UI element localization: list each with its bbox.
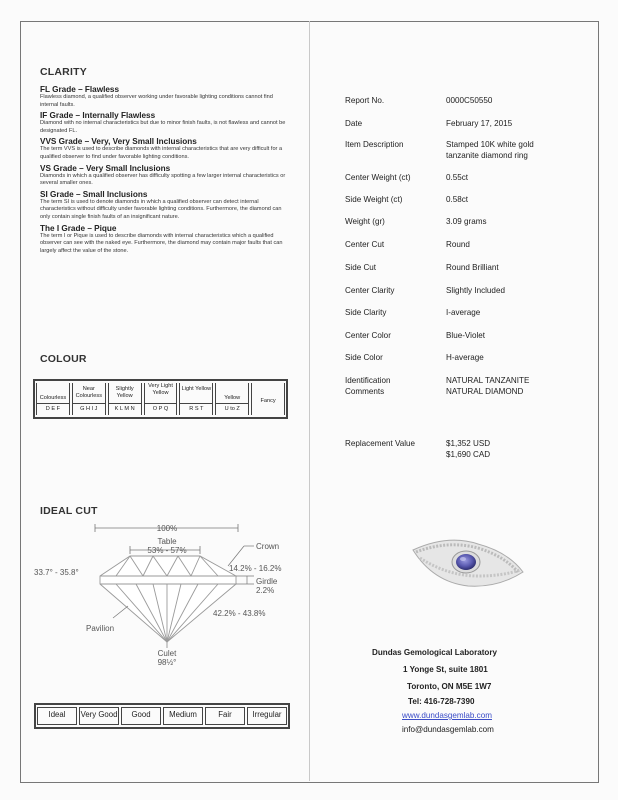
grade-description: The term I or Pique is used to describe diamonds with internal characteristics which a qualified observer can see with the naked eye. Furthermore, the diamond may contain major faults that can largely affect the value of the stone. bbox=[40, 232, 283, 254]
grade-title: IF Grade – Internally Flawless bbox=[40, 111, 156, 121]
side-clarity-value: I-average bbox=[446, 308, 481, 317]
label-pavilion: Pavilion bbox=[86, 624, 115, 633]
colour-col-grades: D E F bbox=[37, 403, 69, 412]
colour-col-label: Fancy bbox=[260, 398, 276, 404]
replacement-value-label: Replacement Value bbox=[345, 439, 416, 448]
date-label: Date bbox=[345, 119, 363, 128]
grade-fl bbox=[40, 85, 292, 109]
label-culet: Culet bbox=[157, 649, 177, 658]
colour-col-near-colourless bbox=[72, 383, 106, 415]
label-crown-angle: 33.7° - 35.8° bbox=[34, 568, 79, 577]
colour-col-very-light-yellow bbox=[144, 383, 178, 415]
grade-title: FL Grade – Flawless bbox=[40, 85, 120, 94]
grade-description: The term SI is used to denote diamonds in which a qualified observer can detect internal characteristics without difficulty under favorable lighting conditions. Furthermore, the diamond can only contain single finish faults of an insignificant nature. bbox=[40, 198, 282, 220]
ideal-cut-diagram bbox=[28, 518, 308, 670]
label-girdle-pct: 2.2% bbox=[256, 586, 275, 595]
label-crown-height: 14.2% - 16.2% bbox=[229, 564, 282, 573]
clarity-heading: CLARITY bbox=[40, 66, 87, 78]
grade-title: SI Grade – Small Inclusions bbox=[40, 189, 148, 199]
grade-i bbox=[40, 224, 292, 256]
grade-if bbox=[40, 111, 292, 135]
cut-grade-fair: Fair bbox=[205, 707, 245, 725]
colour-col-fancy bbox=[251, 383, 285, 415]
label-100pct: 100% bbox=[156, 524, 178, 533]
lab-email[interactable]: info@dundasgemlab.com bbox=[402, 725, 494, 734]
center-cut-value: Round bbox=[446, 240, 470, 249]
side-clarity-label: Side Clarity bbox=[345, 308, 387, 317]
identification-label: Identification Comments bbox=[345, 376, 391, 396]
center-color-label: Center Color bbox=[345, 331, 391, 340]
grade-vs bbox=[40, 164, 292, 188]
colour-col-grades: G H I J bbox=[73, 403, 105, 412]
weight-value: 3.09 grams bbox=[446, 217, 487, 226]
ring-photo bbox=[408, 528, 528, 598]
grade-title: The I Grade – Pique bbox=[40, 223, 117, 233]
clarity-grades bbox=[40, 83, 292, 255]
center-cut-label: Center Cut bbox=[345, 240, 385, 249]
grade-si bbox=[40, 190, 292, 222]
report-no-value: 0000C50550 bbox=[446, 96, 493, 105]
lab-name: Dundas Gemological Laboratory bbox=[372, 648, 498, 657]
grade-vvs bbox=[40, 137, 292, 161]
cut-grade-irregular: Irregular bbox=[247, 707, 287, 725]
label-crown: Crown bbox=[256, 542, 280, 551]
colour-col-label: Near Colourless bbox=[75, 386, 102, 399]
identification-value: NATURAL TANZANITE NATURAL DIAMOND bbox=[446, 376, 530, 396]
diamond-outline-icon bbox=[100, 556, 236, 642]
colour-col-label: Light Yellow bbox=[181, 386, 212, 392]
side-weight-label: Side Weight (ct) bbox=[345, 195, 403, 204]
colour-heading: COLOUR bbox=[40, 353, 87, 365]
label-culet-pct: 98½° bbox=[157, 658, 177, 667]
colour-col-label: Slightly Yellow bbox=[115, 386, 134, 399]
colour-col-label: Very Light Yellow bbox=[148, 383, 173, 396]
center-weight-label: Center Weight (ct) bbox=[345, 173, 411, 182]
colour-col-label: Yellow bbox=[224, 395, 241, 401]
grade-description: Diamond with no internal characteristics but due to minor finish faults, is not flawless and cannot be designated FL. bbox=[40, 120, 286, 134]
cut-grade-table bbox=[34, 703, 290, 729]
colour-col-grades: R S T bbox=[180, 403, 212, 412]
label-pavilion-depth: 42.2% - 43.8% bbox=[213, 609, 266, 618]
label-table-range: 53% - 57% bbox=[147, 546, 187, 555]
side-weight-value: 0.58ct bbox=[446, 195, 469, 204]
colour-col-label: Colourless bbox=[39, 395, 67, 401]
date-value: February 17, 2015 bbox=[446, 119, 513, 128]
replacement-value-amount: $1,352 USD $1,690 CAD bbox=[446, 439, 491, 459]
grade-title: VVS Grade – Very, Very Small Inclusions bbox=[40, 137, 197, 147]
ideal-cut-heading: IDEAL CUT bbox=[40, 505, 98, 517]
side-cut-value: Round Brilliant bbox=[446, 263, 499, 272]
lab-address-line2: Toronto, ON M5E 1W7 bbox=[407, 682, 492, 691]
weight-label: Weight (gr) bbox=[345, 217, 385, 226]
grade-title: VS Grade – Very Small Inclusions bbox=[40, 163, 171, 173]
grade-description: The term VVS is used to describe diamonds with internal characteristics that are very difficult for a qualified observer to find under favorable lighting conditions. bbox=[40, 146, 283, 160]
grade-description: Flawless diamond, a qualified observer working under favorable lighting conditions cannot find internal faults. bbox=[40, 94, 273, 108]
center-color-value: Blue-Violet bbox=[446, 331, 485, 340]
side-cut-label: Side Cut bbox=[345, 263, 377, 272]
center-clarity-value: Slightly Included bbox=[446, 286, 505, 295]
report-no-label: Report No. bbox=[345, 96, 385, 105]
lab-website-link[interactable]: www.dundasgemlab.com bbox=[402, 711, 492, 720]
colour-col-yellow bbox=[215, 383, 249, 415]
colour-col-slightly-yellow bbox=[108, 383, 142, 415]
side-color-value: H-average bbox=[446, 353, 484, 362]
column-divider bbox=[309, 21, 310, 781]
grade-description: Diamonds in which a qualified observer has difficulty spotting a few larger internal characteristics or several smaller ones. bbox=[40, 172, 286, 187]
lab-telephone: Tel: 416-728-7390 bbox=[408, 697, 475, 706]
center-clarity-label: Center Clarity bbox=[345, 286, 395, 295]
label-table: Table bbox=[157, 537, 177, 546]
colour-col-grades: O P Q bbox=[145, 403, 177, 412]
cut-grade-ideal: Ideal bbox=[37, 707, 77, 725]
cut-grade-good: Good bbox=[121, 707, 161, 725]
center-weight-value: 0.55ct bbox=[446, 173, 469, 182]
side-color-label: Side Color bbox=[345, 353, 383, 362]
label-girdle: Girdle bbox=[256, 577, 278, 586]
cut-grade-very-good: Very Good bbox=[79, 707, 119, 725]
colour-col-light-yellow bbox=[179, 383, 213, 415]
tanzanite-gem-icon bbox=[456, 554, 476, 570]
item-description-value: Stamped 10K white gold tanzanite diamond ring bbox=[446, 140, 534, 160]
colour-scale-table bbox=[33, 379, 288, 419]
cut-grade-medium: Medium bbox=[163, 707, 203, 725]
lab-address-line1: 1 Yonge St, suite 1801 bbox=[403, 665, 488, 674]
colour-col-colourless bbox=[36, 383, 70, 415]
colour-col-grades: U to Z bbox=[216, 403, 248, 412]
colour-col-grades: K L M N bbox=[109, 403, 141, 412]
item-description-label: Item Description bbox=[345, 140, 404, 149]
